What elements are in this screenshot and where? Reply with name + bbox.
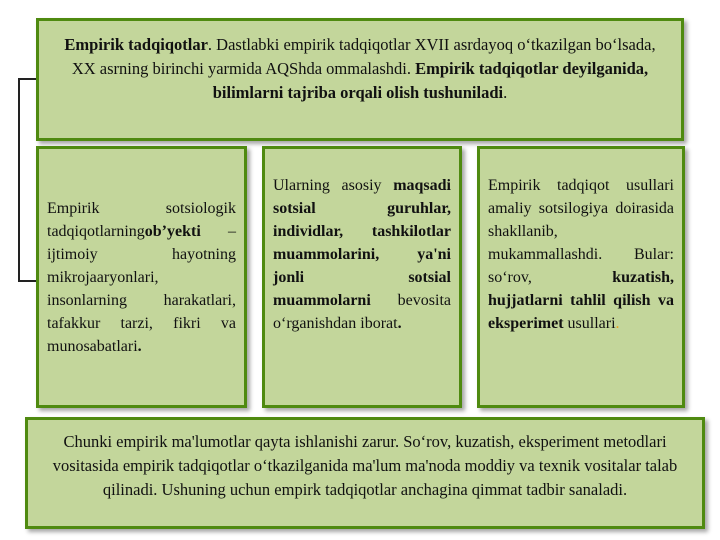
top-bold-term: Empirik tadqiqotlar [64, 35, 208, 54]
top-text: . Dastlabki empirik tadqiqotlar XVII asrdayoq o‘tkazilgan bo‘lsada, XX asrning birinchi yarmida AQShda ommalashdi. [71, 35, 656, 78]
methods-box [477, 146, 685, 408]
goal-box [262, 146, 462, 408]
goal-text-end: . [397, 315, 402, 332]
connector-line [18, 78, 38, 282]
object-box [36, 146, 247, 408]
top-definition-box [36, 18, 684, 141]
object-text-2: – ijtimoiy hayotning mikrojaaryonlari, insonlarning harakatlari, tafakkur tarzi, fikri va munosabatlari [47, 222, 236, 355]
methods-bold: kuzatish, hujjatlarni tahlil qilish va eksperimet [488, 269, 674, 332]
methods-text: Empirik tadqiqot usullari amaliy sotsilogiya doirasida shakllanib, mukammallashdi. Bular: so‘rov, [488, 177, 674, 286]
methods-text-2: usullari [563, 315, 616, 332]
top-bold-definition: Empirik tadqiqotlar deyilganida, bilimlarni tajriba orqali olish tushuniladi [212, 59, 649, 102]
goal-bold: maqsadi sotsial guruhlar, individlar, tashkilotlar muammolarini, ya'ni jonli sotsial muammolarni [273, 177, 451, 309]
methods-text-end: . [615, 315, 620, 332]
goal-text: Ularning asosiy [273, 177, 394, 194]
conclusion-box [25, 417, 705, 529]
goal-text-2: bevosita o‘rganishdan iborat [273, 292, 451, 332]
conclusion-text: Chunki empirik ma'lumotlar qayta ishlanishi zarur. So‘rov, kuzatish, eksperiment metodlari vositasida empirik tadqiqotlar o‘tkazilganida ma'lum ma'noda moddiy va texnik vositalar talab qilinadi. Ushuning uchun empirk tadqiqotlar anchagina qimmat tadbir sanaladi. [52, 432, 678, 499]
object-bold: ob’yekti [144, 222, 201, 240]
object-text-end: . [137, 337, 142, 355]
object-text: Empirik sotsiologik tadqiqotlarning [47, 199, 236, 240]
top-text-end: . [503, 83, 508, 102]
